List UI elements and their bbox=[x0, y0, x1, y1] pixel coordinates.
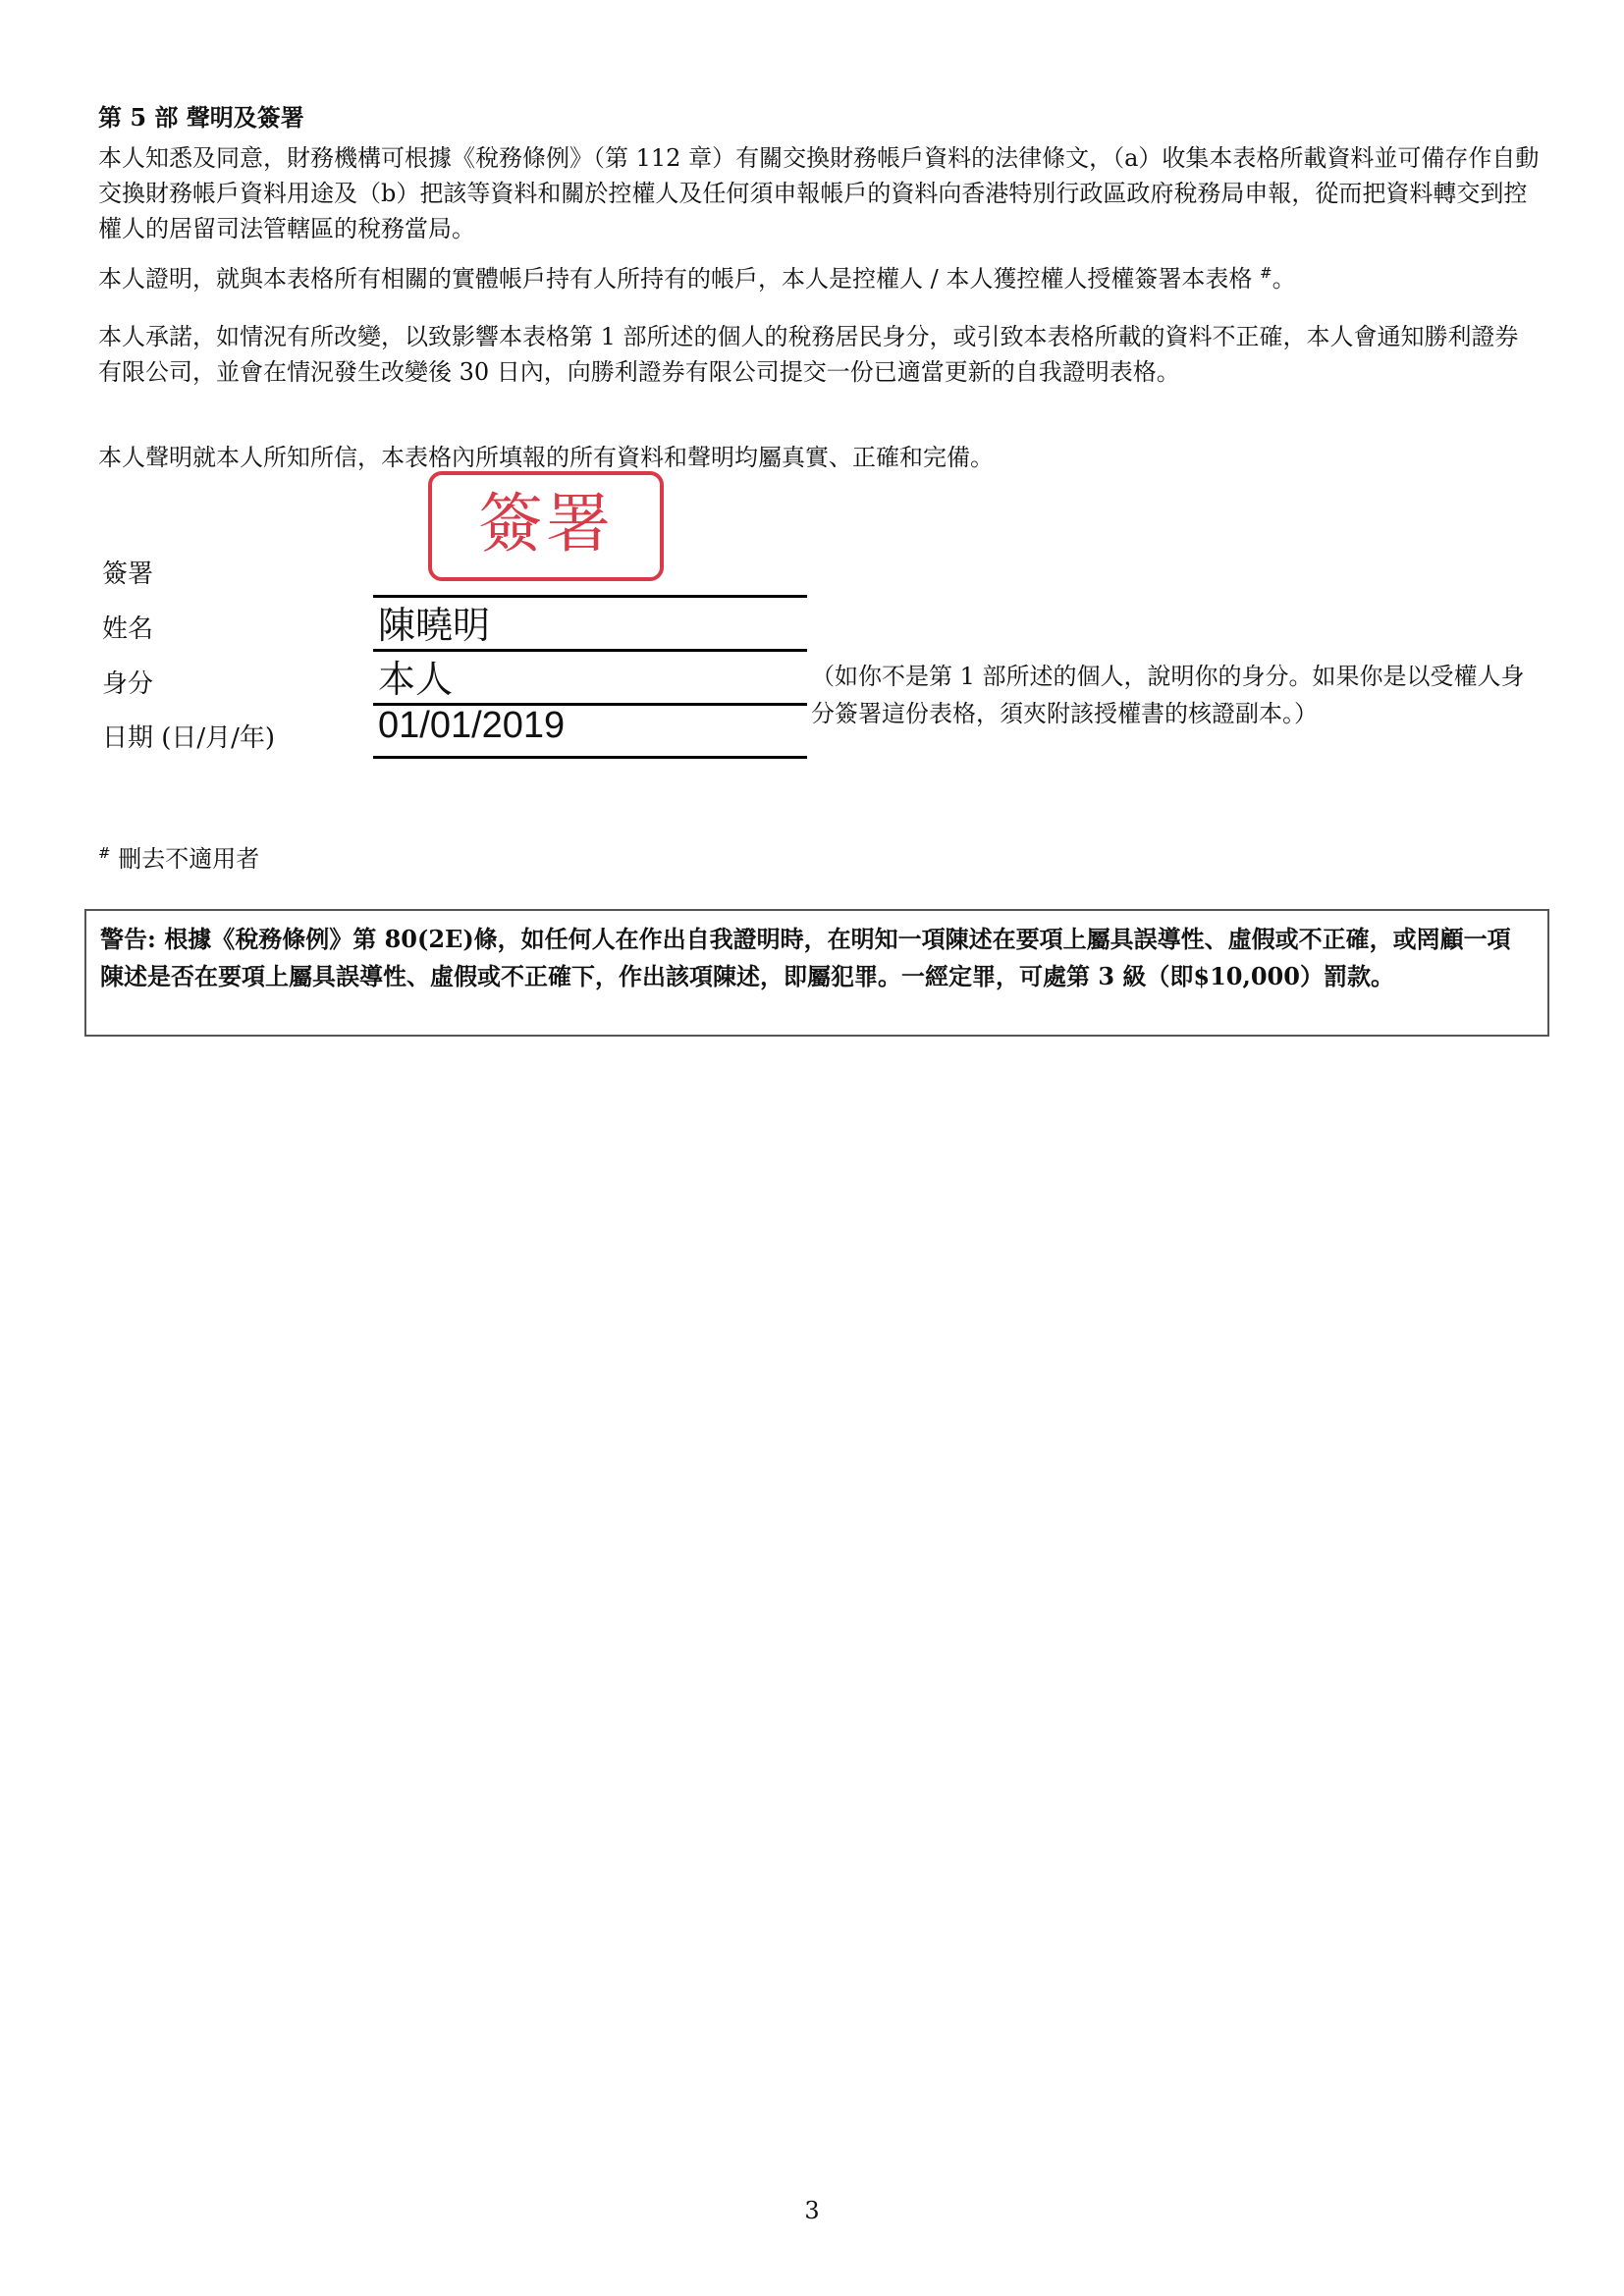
signature-label: 簽署 bbox=[102, 560, 154, 589]
footnote-mark: # bbox=[98, 844, 111, 862]
capacity-label: 身分 bbox=[102, 669, 154, 699]
declaration-paragraph-4: 本人聲明就本人所知所信，本表格內所填報的所有資料和聲明均屬真實、正確和完備。 bbox=[98, 444, 994, 471]
declaration-paragraph-2-text: 本人證明，就與本表格所有相關的實體帳戶持有人所持有的帳戶，本人是控權人 / 本人獲控權人授權簽署本表格 bbox=[98, 265, 1253, 293]
declaration-paragraph-3: 本人承諾，如情況有所改變，以致影響本表格第 1 部所述的個人的稅務居民身分，或引致本表格所載的資料不正確，本人會通知勝利證券有限公司，並會在情況發生改變後 30 日內，向勝利證券有限公司提交一份已適當更新的自我證明表格。 bbox=[98, 323, 1519, 386]
footnote bbox=[98, 839, 259, 874]
declaration-paragraph-1: 本人知悉及同意，財務機構可根據《稅務條例》（第 112 章）有關交換財務帳戶資料的法律條文，（a）收集本表格所載資料並可備存作自動交換財務帳戶資料用途及（b）把該等資料和關於控權人及任何須申報帳戶的資料向香港特別行政區政府稅務局申報，從而把資料轉交到控權人的居留司法管轄區的稅務當局。 bbox=[98, 144, 1540, 242]
warning-text: 警告: 根據《稅務條例》第 80(2E)條，如任何人在作出自我證明時，在明知一項陳述在要項上屬具誤導性、虛假或不正確，或罔顧一項陳述是否在要項上屬具誤導性、虛假或不正確下，作出該項陳述，即屬犯罪。一經定罪，可處第 3 級（即$10,000）罰款。 bbox=[100, 925, 1511, 990]
hash-mark: # bbox=[1259, 264, 1272, 282]
warning-box bbox=[84, 909, 1549, 1037]
signature-stamp: 簽署 bbox=[428, 471, 664, 581]
declaration-paragraph-2-end: 。 bbox=[1272, 265, 1296, 293]
capacity-note: （如你不是第 1 部所述的個人，說明你的身分。如果你是以受權人身分簽署這份表格，須夾附該授權書的核證副本。） bbox=[811, 663, 1525, 727]
name-label: 姓名 bbox=[102, 614, 154, 644]
date-value: 01/01/2019 bbox=[378, 705, 566, 746]
declaration-paragraph-2 bbox=[98, 261, 1542, 296]
page-number: 3 bbox=[804, 2197, 820, 2224]
section-heading: 第 5 部 聲明及簽署 bbox=[98, 103, 304, 132]
footnote-text: 刪去不適用者 bbox=[118, 845, 260, 873]
name-value: 陳曉明 bbox=[378, 606, 491, 647]
date-line bbox=[373, 756, 807, 759]
date-label: 日期 (日/月/年) bbox=[102, 723, 276, 753]
capacity-value: 本人 bbox=[378, 660, 454, 701]
